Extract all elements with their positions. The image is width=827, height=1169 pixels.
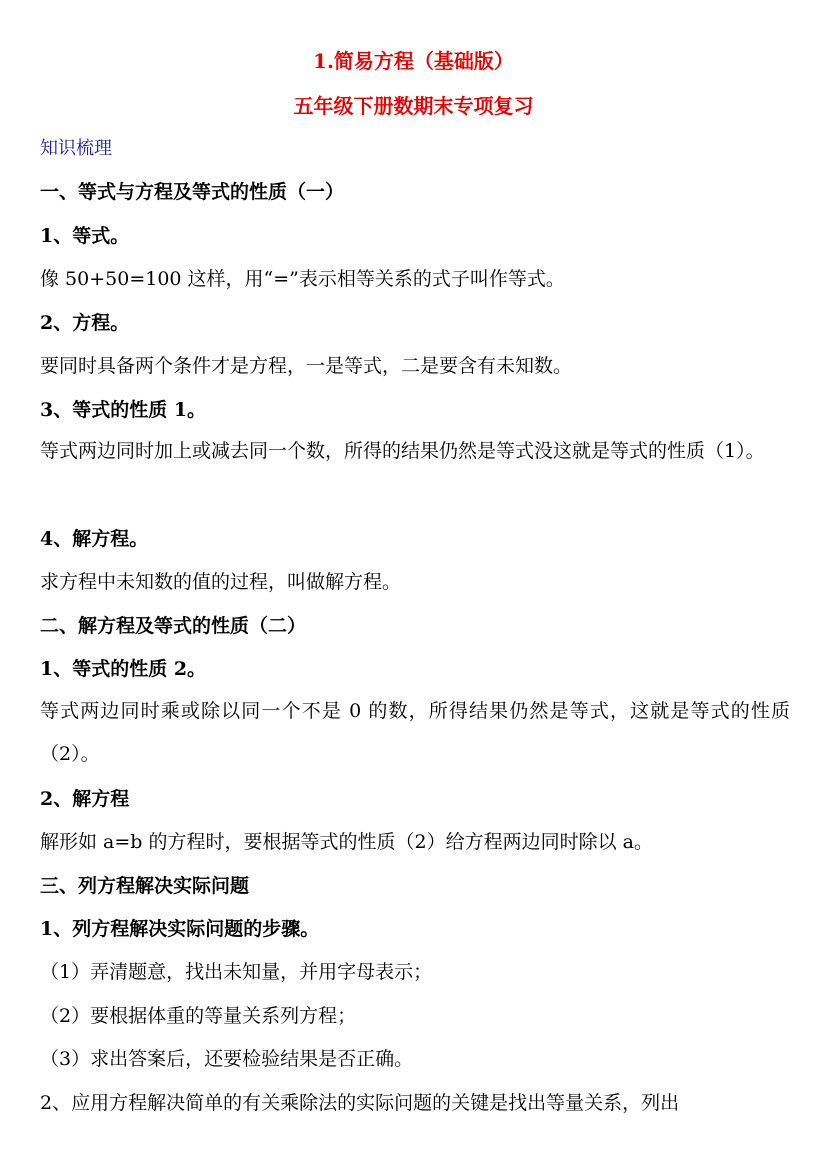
list-item-step-1: （1）弄清题意，找出未知量，并用字母表示； <box>40 961 433 983</box>
heading-steps: 1、列方程解决实际问题的步骤。 <box>40 918 320 940</box>
text-property-2: 等式两边同时乘或除以同一个不是 0 的数，所得结果仍然是等式，这就是等式的性质（2）。 <box>40 700 790 765</box>
heading-property-1: 3、等式的性质 1。 <box>40 399 207 421</box>
text-equation: 要同时具备两个条件才是方程，一是等式，二是要含有未知数。 <box>40 355 573 377</box>
document-subtitle: 五年级下册数期末专项复习 <box>293 94 534 118</box>
section-label: 知识梳理 <box>40 138 112 159</box>
text-property-1: 等式两边同时加上或减去同一个数，所得的结果仍然是等式没这就是等式的性质（1）。 <box>40 440 765 462</box>
list-item-step-3: （3）求出答案后，还要检验结果是否正确。 <box>40 1048 414 1070</box>
heading-equation: 2、方程。 <box>40 312 130 334</box>
heading-equality: 1、等式。 <box>40 225 130 247</box>
list-item-step-2: （2）要根据体重的等量关系列方程； <box>40 1005 357 1027</box>
heading-section-2: 二、解方程及等式的性质（二） <box>40 615 307 637</box>
text-equality: 像 50+50=100 这样，用“=”表示相等关系的式子叫作等式。 <box>40 268 565 290</box>
text-application: 2、应用方程解决简单的有关乘除法的实际问题的关键是找出等量关系，列出 <box>40 1092 680 1114</box>
heading-section-3: 三、列方程解决实际问题 <box>40 875 250 897</box>
heading-section-1: 一、等式与方程及等式的性质（一） <box>40 181 345 203</box>
heading-solve-equation: 4、解方程。 <box>40 528 149 550</box>
text-solve-equation-2: 解形如 a=b 的方程时，要根据等式的性质（2）给方程两边同时除以 a。 <box>40 831 653 853</box>
heading-property-2: 1、等式的性质 2。 <box>40 658 207 680</box>
document-title: 1.简易方程（基础版） <box>313 49 514 73</box>
heading-solve-equation-2: 2、解方程 <box>40 788 130 810</box>
text-solve-equation: 求方程中未知数的值的过程，叫做解方程。 <box>40 571 402 593</box>
